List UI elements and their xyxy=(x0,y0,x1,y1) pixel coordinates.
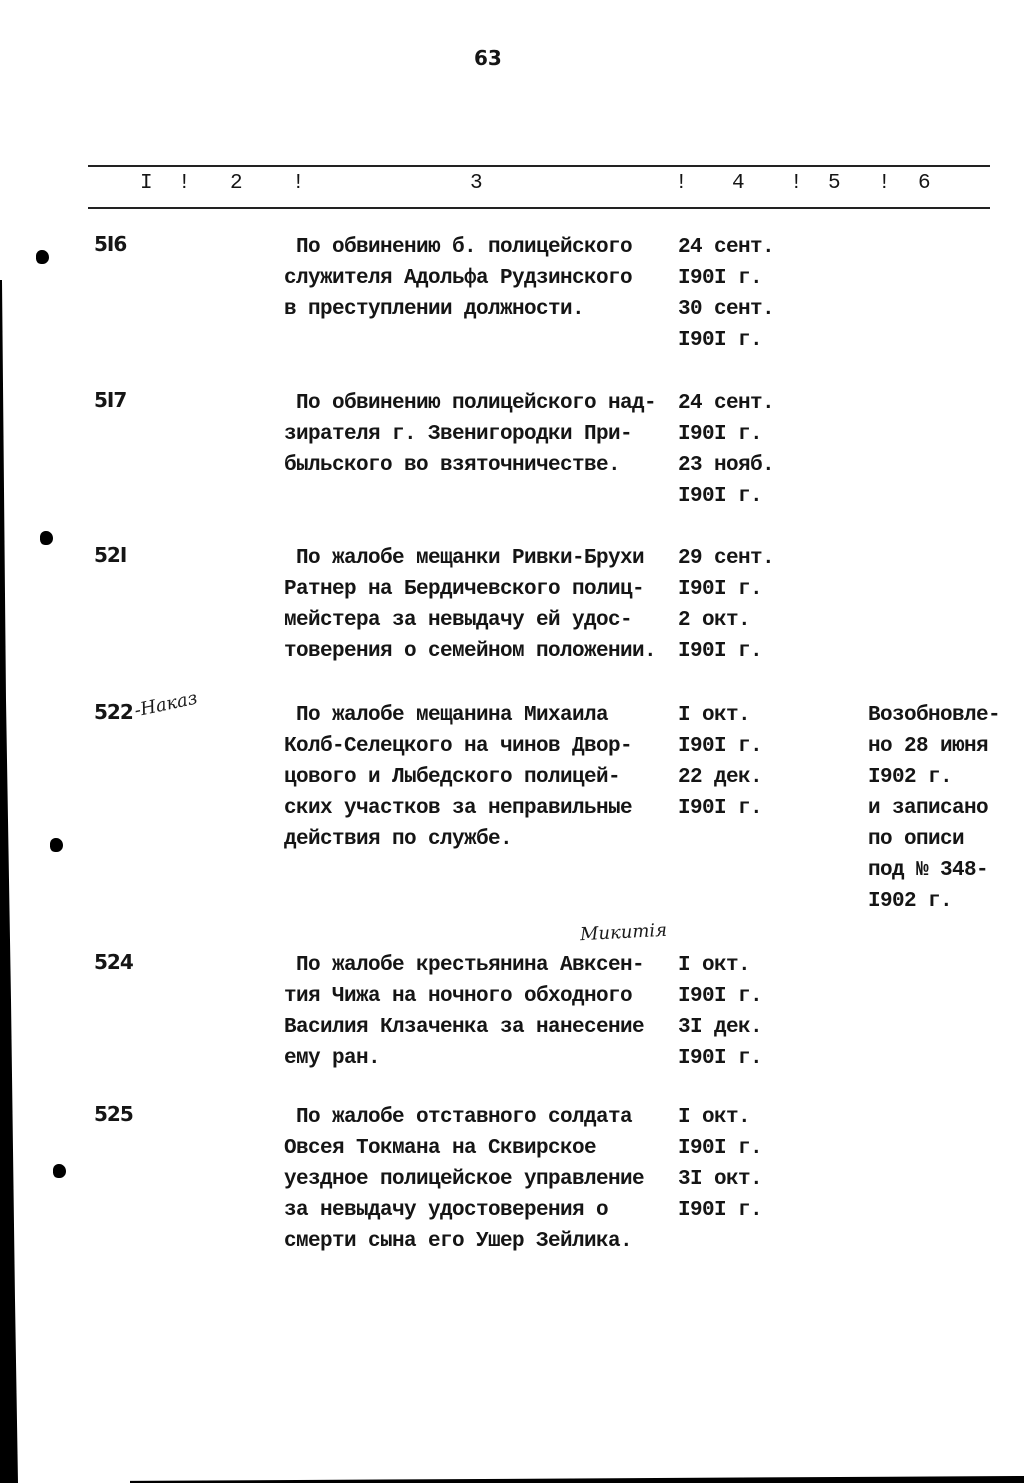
col-3-label: 3 xyxy=(470,172,483,195)
col-5-label: 5 xyxy=(828,172,841,195)
scan-edge-left xyxy=(0,0,20,1483)
case-note: Возобновле- но 28 июня I902 г. и записано по описи под № 348- I902 г. xyxy=(868,704,1001,913)
case-description: По обвинению полицейского над- зирателя г. Звенигородки При- быльского во взяточничестве. xyxy=(284,392,657,477)
header-rule-top xyxy=(88,165,990,167)
col-6-label: 6 xyxy=(918,172,931,195)
case-number: 5I6 xyxy=(94,232,127,256)
handwritten-annotation: -Наказ xyxy=(132,687,200,722)
case-dates: I окт. I90I г. 3I окт. I90I г. xyxy=(678,1106,763,1222)
case-number: 525 xyxy=(94,1102,133,1126)
case-description: По жалобе мещанки Ривки-Брухи Ратнер на Бердичевского полиц- мейстера за невыдачу ей удос- товерения о семейном положении. xyxy=(284,547,657,663)
case-description: По обвинению б. полицейского служителя Адольфа Рудзинского в преступлении должности. xyxy=(284,236,633,321)
case-description: По жалобе отставного солдата Овсея Токмана на Сквирское уездное полицейское управление за невыдачу удостоверения о смерти сына его Ушер Зейлика. xyxy=(284,1106,645,1253)
punch-hole-2 xyxy=(40,531,53,545)
punch-hole-4 xyxy=(53,1164,66,1178)
case-description: По жалобе мещанина Михаила Колб-Селецкого на чинов Двор- цового и Лыбедского полицей- ских участков за неправильные действия по службе. xyxy=(284,704,633,851)
header-rule-bottom xyxy=(88,207,990,209)
col-2-label: 2 xyxy=(230,172,243,195)
col-separator: ! xyxy=(178,172,191,195)
handwritten-annotation: Микитія xyxy=(579,919,668,946)
col-separator: ! xyxy=(790,172,803,195)
case-dates: 24 сент. I90I г. 30 сент. I90I г. xyxy=(678,236,775,352)
case-dates: 29 сент. I90I г. 2 окт. I90I г. xyxy=(678,547,775,663)
case-dates: 24 сент. I90I г. 23 нояб. I90I г. xyxy=(678,392,775,508)
case-description: По жалобе крестьянина Авксен- тия Чижа на ночного обходного Василия Клзаченка за нанесение ему ран. xyxy=(284,954,645,1070)
col-separator: ! xyxy=(878,172,891,195)
col-4-label: 4 xyxy=(732,172,745,195)
col-separator: ! xyxy=(675,172,688,195)
case-number: 522 xyxy=(94,700,133,724)
punch-hole-1 xyxy=(36,250,49,264)
case-number: 5I7 xyxy=(94,388,127,412)
table-header xyxy=(0,172,1024,202)
case-dates: I окт. I90I г. 3I дек. I90I г. xyxy=(678,954,763,1070)
scan-edge-bottom xyxy=(130,1476,1024,1483)
col-1-label: I xyxy=(140,172,153,195)
page-number: 63 xyxy=(474,46,502,70)
punch-hole-3 xyxy=(50,838,63,852)
case-dates: I окт. I90I г. 22 дек. I90I г. xyxy=(678,704,763,820)
col-separator: ! xyxy=(292,172,305,195)
case-number: 52I xyxy=(94,543,127,567)
case-number: 524 xyxy=(94,950,133,974)
